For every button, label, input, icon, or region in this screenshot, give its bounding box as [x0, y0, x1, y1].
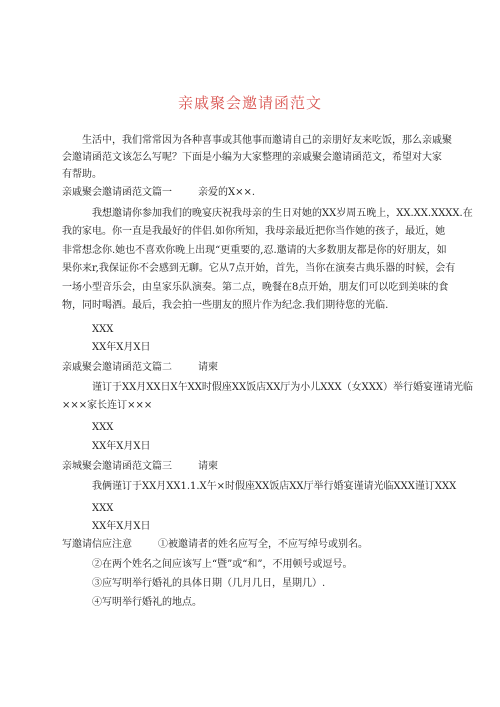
intro-line-3: 有帮助。 — [62, 169, 102, 180]
section-1-body-line-1: 我想邀请你参加我们的晚宴庆祝我母亲的生日对她的XX岁周五晚上，XX.XX.XXXX.在 — [92, 208, 473, 219]
notes-heading: 写邀请信应注意 — [62, 539, 132, 550]
section-1-body-line-4: 果你来r,我保证你不会感到无聊。它从7点开始，首先，当你在演奏古典乐器的时候，会有 — [62, 263, 456, 274]
section-2-label: 请柬 — [198, 362, 218, 373]
section-2-body-line-1: 谨订于XX月XX日X午XX时假座XX饭店XX厅为小儿XXX（女XXX）举行婚宴谨请光临 — [92, 382, 474, 393]
section-1-body-line-6: 物，同时喝酒。最后，我会拍一些朋友的照片作为纪念.我们期待您的光临. — [62, 300, 389, 311]
section-1-body-line-3: 非常想念你.她也不喜欢你晚上出现“更重要的,忍.邀请的大多数朋友都是你的好朋友，如 — [62, 245, 447, 256]
note-item-2: ②在两个姓名之间应该写上“暨”或“和”，不用顿号或逗号。 — [92, 559, 353, 570]
note-item-3: ③应写明举行婚礼的具体日期（几月几日，星期几）. — [92, 578, 326, 589]
section-1-date: XX年X月X日 — [92, 342, 151, 353]
section-3-label: 请柬 — [198, 461, 218, 472]
note-item-1: ①被邀请者的姓名应写全，不应写绰号或别名。 — [158, 539, 368, 550]
section-2-heading: 亲戚聚会邀请函范文篇二 — [62, 362, 172, 373]
section-3-date: XX年X月X日 — [92, 521, 151, 532]
section-2-body-line-2: ×××家长连订××× — [62, 400, 153, 411]
intro-line-1: 生活中，我们常常因为各种喜事或其他事而邀请自己的亲朋好友来吃饭，那么亲戚聚 — [82, 135, 452, 146]
section-2-signature: XXX — [92, 422, 114, 433]
page-title: 亲戚聚会邀请函范文 — [177, 94, 322, 112]
section-3-body-line-1: 我俩谨订于XX月XX1.1.X午×时假座XX饭店XX厅举行婚宴谨请光临XXX谨订XXX — [92, 481, 457, 492]
section-1-body-line-5: 一场小型音乐会，由皇家乐队演奏。第二点，晚餐在8点开始，朋友们可以吃到美味的食 — [62, 282, 449, 293]
section-3-heading: 亲城聚会邀请函范文篇三 — [62, 461, 172, 472]
section-1-salutation: 亲爱的X××. — [198, 187, 256, 198]
intro-line-2: 会邀请函范文该怎么写呢？下面是小编为大家整理的亲戚聚会邀请函范文，希望对大家 — [62, 152, 442, 163]
section-1-body-line-2: 我的家电。你一直是我最好的伴侣.如你所知，我母亲最近把你当作她的孩子，最近，她 — [62, 226, 446, 237]
note-item-4: ④写明举行婚礼的地点。 — [92, 597, 202, 608]
section-1-heading: 亲戚聚会邀请函范文篇一 — [62, 187, 172, 198]
section-3-signature: XXX — [92, 503, 114, 514]
section-1-signature: XXX — [92, 324, 114, 335]
section-2-date: XX年X月X日 — [92, 441, 151, 452]
